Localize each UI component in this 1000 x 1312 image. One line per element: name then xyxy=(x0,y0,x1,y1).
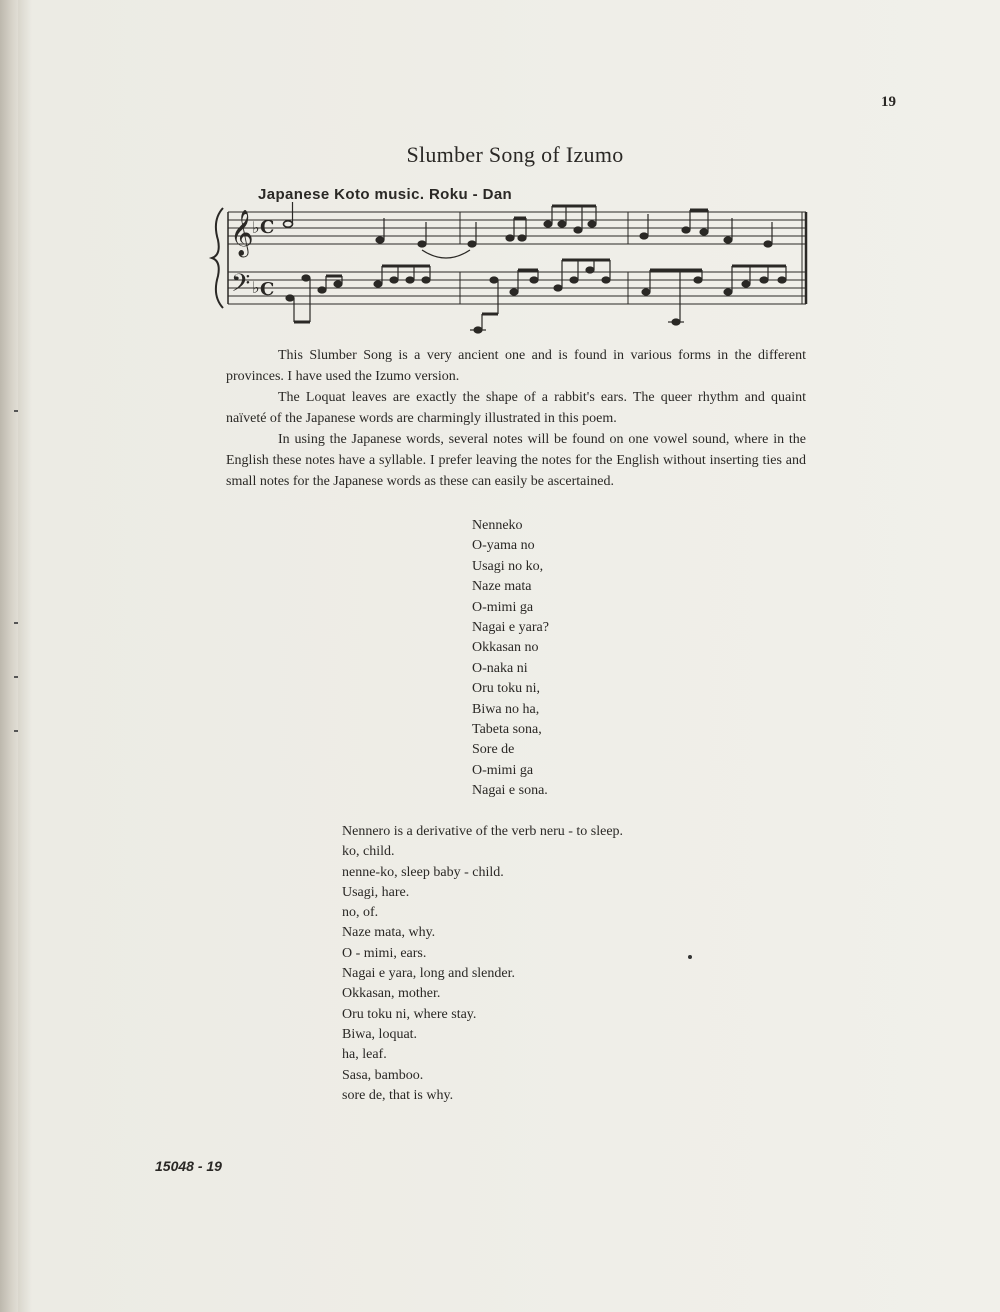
poem-line: Usagi no ko, xyxy=(472,558,544,574)
poem-line: Nagai e sona. xyxy=(472,783,548,799)
glossary-entry: Sasa, bamboo. xyxy=(342,1067,424,1083)
poem-line: O-mimi ga xyxy=(472,762,534,778)
glossary-entry: nenne-ko, sleep baby - child. xyxy=(342,864,504,880)
japanese-poem xyxy=(472,516,549,802)
glossary-entry: Nagai e yara, long and slender. xyxy=(342,966,515,982)
glossary-entry: Okkasan, mother. xyxy=(342,986,441,1002)
poem-line: Nagai e yara? xyxy=(472,620,549,636)
bass-clef-icon: 𝄢 xyxy=(231,269,251,304)
glossary-entry: Biwa, loquat. xyxy=(342,1026,418,1042)
plate-number: 15048 - 19 xyxy=(155,1158,222,1174)
poem-line: Sore de xyxy=(472,742,515,758)
svg-text:♭: ♭ xyxy=(252,218,260,237)
sheet-music xyxy=(208,200,814,340)
svg-text:C: C xyxy=(260,279,275,300)
glossary-entry: no, of. xyxy=(342,905,379,921)
paragraph: This Slumber Song is a very ancient one and is found in various forms in the different provinces. I have used the Izumo version. xyxy=(226,348,806,384)
poem-line: Okkasan no xyxy=(472,640,539,656)
glossary-entry: sore de, that is why. xyxy=(342,1087,454,1103)
ink-speck xyxy=(688,955,692,959)
glossary-entry: Nennero is a derivative of the verb neru - to sleep. xyxy=(342,824,624,839)
page-number: 19 xyxy=(881,94,896,110)
glossary-entry: Naze mata, why. xyxy=(342,925,436,941)
svg-text:C: C xyxy=(260,217,275,238)
poem-line: O-mimi ga xyxy=(472,599,534,615)
treble-clef-icon: 𝄞 xyxy=(230,210,254,256)
glossary-entry: O - mimi, ears. xyxy=(342,945,427,961)
page-title: Slumber Song of Izumo xyxy=(406,142,624,167)
poem-line: O-yama no xyxy=(472,538,535,554)
paragraph: The Loquat leaves are exactly the shape of a rabbit's ears. The queer rhythm and quaint naïveté of the Japanese words are charmingly illustrated in this poem. xyxy=(226,390,806,426)
poem-line: Oru toku ni, xyxy=(472,681,541,697)
bass-staff xyxy=(228,272,806,304)
glossary-entry: ko, child. xyxy=(342,844,395,860)
poem-line: Nenneko xyxy=(472,518,523,533)
intro-text xyxy=(226,345,806,492)
glossary-entry: ha, leaf. xyxy=(342,1047,387,1063)
poem-line: Biwa no ha, xyxy=(472,701,540,717)
glossary-entry: Usagi, hare. xyxy=(342,884,410,900)
music-caption: Japanese Koto music. Roku - Dan xyxy=(258,186,513,203)
svg-text:♭: ♭ xyxy=(252,278,260,297)
glossary-entry: Oru toku ni, where stay. xyxy=(342,1006,477,1022)
paragraph: In using the Japanese words, several notes will be found on one vowel sound, where in the English these notes have a syllable. I prefer leaving the notes for the English without inserting ties and small notes for the Japanese words as these can easily be ascertained. xyxy=(226,432,806,489)
poem-line: O-naka ni xyxy=(472,660,528,676)
glossary xyxy=(342,822,623,1106)
book-binding xyxy=(0,0,20,1312)
poem-line: Tabeta sona, xyxy=(472,722,542,738)
poem-line: Naze mata xyxy=(472,579,532,595)
